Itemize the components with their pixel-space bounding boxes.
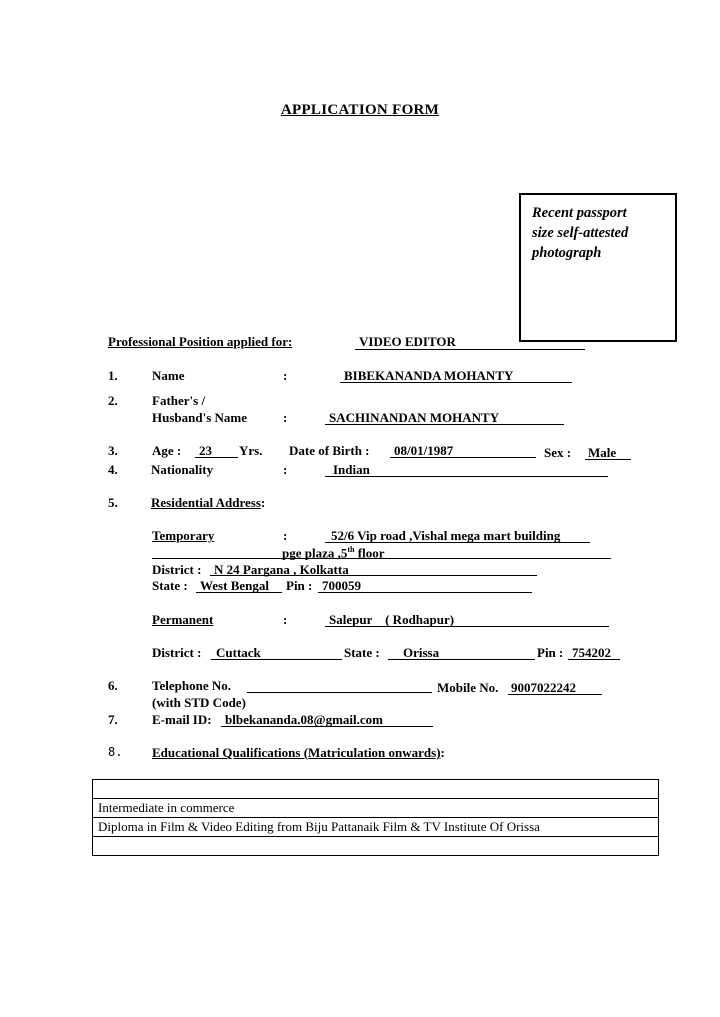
age-value: 23	[199, 443, 212, 458]
father-num: 2.	[108, 393, 118, 408]
telephone-label: Telephone No.	[152, 678, 231, 693]
temporary-pin-label: Pin :	[286, 578, 313, 593]
sex-label: Sex :	[544, 445, 572, 460]
age-label: Age :	[152, 443, 182, 458]
age-unit: Yrs.	[239, 443, 263, 458]
photo-box-text: Recent passport size self-attested photograph	[532, 205, 629, 261]
temporary-line-1: 52/6 Vip road ,Vishal mega mart building	[331, 528, 561, 543]
education-cell: Intermediate in commerce	[93, 799, 659, 818]
education-label: Educational Qualifications (Matriculation onwards):	[152, 745, 445, 760]
telephone-underline	[247, 692, 432, 693]
email-label: E-mail ID:	[152, 712, 212, 727]
education-num: 8.	[108, 745, 123, 759]
address-num: 5.	[108, 495, 118, 510]
education-cell: Diploma in Film & Video Editing from Biju Pattanaik Film & TV Institute Of Orissa	[93, 818, 659, 837]
telephone-sub-label: (with STD Code)	[152, 695, 246, 710]
name-label: Name	[152, 368, 185, 383]
table-row	[93, 780, 659, 799]
education-table	[92, 779, 659, 856]
father-label-2: Husband's Name	[152, 410, 247, 425]
permanent-district-label: District :	[152, 645, 202, 660]
email-value: blbekananda.08@gmail.com	[225, 712, 384, 727]
nationality-colon: :	[283, 462, 288, 477]
father-value: SACHINANDAN MOHANTY	[329, 410, 500, 425]
mobile-label: Mobile No.	[437, 680, 499, 695]
form-title: APPLICATION FORM	[280, 102, 440, 118]
name-num: 1.	[108, 368, 118, 383]
table-row	[93, 818, 659, 837]
permanent-value: Salepur ( Rodhapur)	[329, 612, 455, 627]
permanent-label: Permanent	[152, 612, 214, 627]
age-num: 3.	[108, 443, 118, 458]
temporary-colon: :	[283, 528, 288, 543]
temporary-state-label: State :	[152, 578, 188, 593]
photo-box	[519, 193, 677, 342]
telephone-num: 6.	[108, 678, 118, 693]
permanent-district-value: Cuttack	[216, 645, 261, 660]
nationality-num: 4.	[108, 462, 118, 477]
father-label-1: Father's /	[152, 393, 206, 408]
permanent-pin-label: Pin :	[537, 645, 564, 660]
temporary-line-2: pge plaza ,5th floor	[282, 545, 385, 561]
permanent-colon: :	[283, 612, 288, 627]
permanent-state-label: State :	[344, 645, 380, 660]
mobile-value: 9007022242	[511, 680, 576, 695]
email-num: 7.	[108, 712, 118, 727]
temporary-district-value: N 24 Pargana , Kolkatta	[214, 562, 349, 577]
father-colon: :	[283, 410, 288, 425]
name-colon: :	[283, 368, 288, 383]
dob-label: Date of Birth :	[289, 443, 370, 458]
education-cell	[93, 780, 659, 799]
permanent-pin-value: 754202	[572, 645, 611, 660]
temporary-pin-value: 700059	[322, 578, 361, 593]
position-value: VIDEO EDITOR	[359, 334, 456, 349]
education-cell	[93, 837, 659, 856]
permanent-state-value: Orissa	[403, 645, 440, 660]
nationality-label: Nationality	[151, 462, 214, 477]
table-row	[93, 799, 659, 818]
temporary-label: Temporary	[152, 528, 215, 543]
temporary-district-label: District :	[152, 562, 202, 577]
temporary-state-value: West Bengal	[200, 578, 269, 593]
address-label: Residential Address:	[151, 495, 266, 510]
position-label: Professional Position applied for:	[108, 334, 293, 349]
nationality-value: Indian	[333, 462, 370, 477]
table-row	[93, 837, 659, 856]
sex-value: Male	[588, 445, 617, 460]
dob-value: 08/01/1987	[394, 443, 454, 458]
name-value: BIBEKANANDA MOHANTY	[344, 368, 514, 383]
